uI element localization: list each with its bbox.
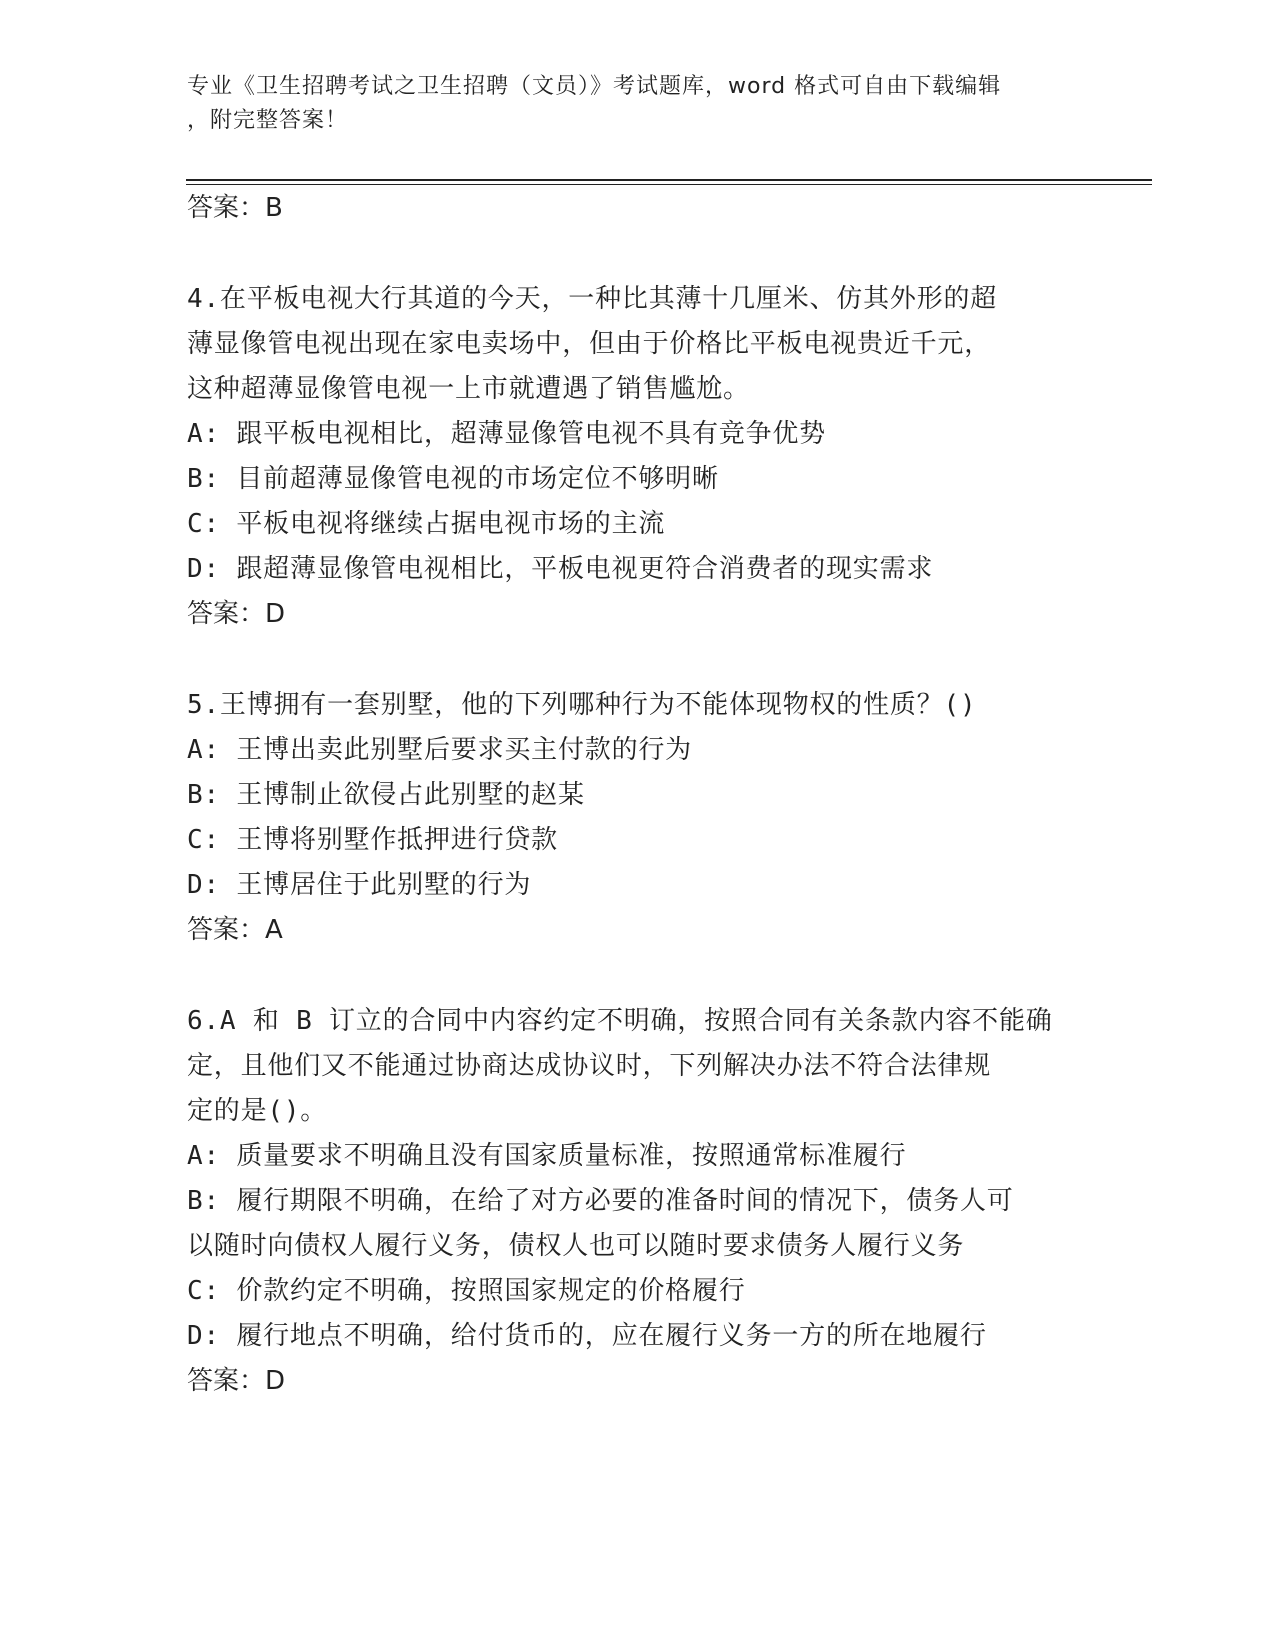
question-text-line: 定的是()。 [187,1096,328,1126]
header-line-1: 专业《卫生招聘考试之卫生招聘（文员）》考试题库，word 格式可自由下载编辑 [187,74,1002,99]
option-text: 目前超薄显像管电视的市场定位不够明晰 [236,464,719,494]
option-text: 王博出卖此别墅后要求买主付款的行为 [236,735,692,765]
header-line-2: ，附完整答案！ [187,108,349,133]
question-text-line: 6.A 和 B 订立的合同中内容约定不明确，按照合同有关条款内容不能确 [187,1006,1053,1036]
option-text: 履行期限不明确，在给了对方必要的准备时间的情况下，债务人可 [236,1186,1014,1216]
question-text-line: 5.王博拥有一套别墅，他的下列哪种行为不能体现物权的性质？() [187,690,977,720]
option-b-continued [187,1224,1107,1269]
option-c [187,818,1107,863]
document-header [187,70,1087,138]
option-key: D: [187,1321,237,1351]
option-text: 跟超薄显像管电视相比，平板电视更符合消费者的现实需求 [236,554,934,584]
answer-line: 答案：A [187,915,283,945]
option-key: A: [187,1141,237,1171]
option-d [187,547,1107,592]
option-a [187,1134,1107,1179]
option-text: 王博将别墅作抵押进行贷款 [236,825,558,855]
answer-line: 答案：D [187,599,286,629]
option-text: 王博居住于此别墅的行为 [236,870,532,900]
option-text: 以随时向债权人履行义务，债权人也可以随时要求债务人履行义务 [187,1231,965,1261]
option-a [187,412,1107,457]
option-key: B: [187,464,237,494]
question-text-line: 薄显像管电视出现在家电卖场中，但由于价格比平板电视贵近千元， [187,329,992,359]
option-c [187,1269,1107,1314]
option-text: 履行地点不明确，给付货币的，应在履行义务一方的所在地履行 [236,1321,987,1351]
option-text: 跟平板电视相比，超薄显像管电视不具有竞争优势 [236,419,826,449]
option-text: 质量要求不明确且没有国家质量标准，按照通常标准履行 [236,1141,907,1171]
option-b [187,457,1107,502]
option-key: D: [187,870,237,900]
header-divider-thin [186,184,1152,185]
option-a [187,728,1107,773]
question-5 [187,683,1107,953]
option-key: B: [187,780,237,810]
answer-line: 答案：D [187,1366,286,1396]
option-d [187,1314,1107,1359]
option-key: A: [187,735,237,765]
header-divider-thick [186,179,1152,181]
option-b [187,773,1107,818]
option-key: C: [187,509,237,539]
option-key: D: [187,554,237,584]
option-text: 平板电视将继续占据电视市场的主流 [236,509,666,539]
question-text-line: 定，且他们又不能通过协商达成协议时，下列解决办法不符合法律规 [187,1051,992,1081]
question-4 [187,277,1107,637]
option-key: C: [187,825,237,855]
option-key: C: [187,1276,237,1306]
answer-line: 答案：B [187,193,283,223]
question-6 [187,999,1107,1404]
question-text-line: 4.在平板电视大行其道的今天，一种比其薄十几厘米、仿其外形的超 [187,284,998,314]
question-text-line: 这种超薄显像管电视一上市就遭遇了销售尴尬。 [187,374,750,404]
option-c [187,502,1107,547]
option-key: B: [187,1186,237,1216]
question-list [187,186,1107,1404]
option-text: 王博制止欲侵占此别墅的赵某 [236,780,585,810]
option-text: 价款约定不明确，按照国家规定的价格履行 [236,1276,746,1306]
option-d [187,863,1107,908]
option-b [187,1179,1107,1224]
option-key: A: [187,419,237,449]
